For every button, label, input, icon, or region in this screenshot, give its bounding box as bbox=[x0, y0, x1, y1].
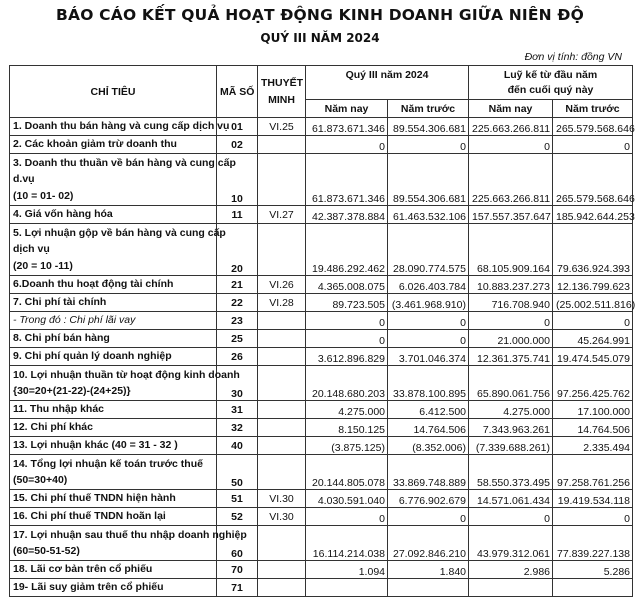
row-label-line: {30=20+(21-22)-(24+25)} bbox=[13, 385, 131, 397]
row-ytd-current: 0 bbox=[469, 136, 553, 154]
table-row bbox=[10, 154, 633, 206]
table-row bbox=[10, 348, 633, 366]
row-label bbox=[10, 490, 217, 508]
row-code: 70 bbox=[217, 561, 258, 579]
row-note bbox=[258, 312, 306, 330]
row-ytd-current: 157.557.357.647 bbox=[469, 206, 553, 224]
row-label bbox=[10, 561, 217, 579]
row-label-line: 13. Lợi nhuận khác (40 = 31 - 32 ) bbox=[13, 439, 178, 452]
row-note: VI.27 bbox=[258, 206, 306, 224]
row-code: 21 bbox=[217, 276, 258, 294]
row-label-line: 1. Doanh thu bán hàng và cung cấp dịch vụ bbox=[13, 120, 230, 133]
row-label bbox=[10, 154, 236, 206]
row-label-line: 19- Lãi suy giảm trên cổ phiếu bbox=[13, 581, 164, 594]
row-label bbox=[10, 136, 217, 154]
row-note bbox=[258, 561, 306, 579]
row-ytd-previous: 14.764.506 bbox=[553, 419, 633, 437]
row-code: 50 bbox=[217, 455, 258, 490]
report-title: BÁO CÁO KẾT QUẢ HOẠT ĐỘNG KINH DOANH GIỮA NIÊN ĐỘ bbox=[56, 6, 584, 24]
row-label-line: (50=30+40) bbox=[13, 474, 68, 486]
row-note bbox=[258, 348, 306, 366]
row-quarter-previous: 1.840 bbox=[388, 561, 469, 579]
row-label-line: 3. Doanh thu thuần về bán hàng và cung cấp bbox=[13, 156, 236, 169]
row-label bbox=[10, 579, 217, 597]
row-label bbox=[10, 526, 247, 561]
table-row bbox=[10, 526, 633, 561]
row-ytd-current bbox=[469, 579, 553, 597]
row-note: VI.26 bbox=[258, 276, 306, 294]
row-ytd-current: 12.361.375.741 bbox=[469, 348, 553, 366]
row-note: VI.30 bbox=[258, 490, 306, 508]
row-note bbox=[258, 136, 306, 154]
row-label-line: 10. Lợi nhuận thuần từ hoạt động kinh doanh bbox=[13, 368, 240, 381]
row-label-line: (10 = 01- 02) bbox=[13, 189, 74, 202]
row-quarter-previous: 33.878.100.895 bbox=[388, 366, 469, 401]
row-note bbox=[258, 526, 306, 561]
row-quarter-current: 16.114.214.038 bbox=[306, 526, 388, 561]
row-note: VI.28 bbox=[258, 294, 306, 312]
row-label bbox=[10, 455, 217, 490]
row-ytd-previous: 97.258.761.256 bbox=[553, 455, 633, 490]
row-ytd-previous: 265.579.568.646 bbox=[553, 118, 633, 136]
row-ytd-current: 716.708.940 bbox=[469, 294, 553, 312]
row-quarter-previous: 3.701.046.374 bbox=[388, 348, 469, 366]
header-thuyet-minh-line1: THUYẾT bbox=[261, 76, 303, 89]
header-luy-ke-line1: Luỹ kế từ đầu năm bbox=[503, 68, 598, 81]
row-ytd-current: 10.883.237.273 bbox=[469, 276, 553, 294]
row-ytd-current: 14.571.061.434 bbox=[469, 490, 553, 508]
table-row bbox=[10, 330, 633, 348]
row-quarter-current: 4.275.000 bbox=[306, 401, 388, 419]
row-note bbox=[258, 154, 306, 206]
row-code: 11 bbox=[217, 206, 258, 224]
header-quy-nam-truoc: Năm trước bbox=[388, 100, 469, 118]
row-quarter-previous: 0 bbox=[388, 330, 469, 348]
row-label bbox=[10, 294, 217, 312]
table-row bbox=[10, 206, 633, 224]
header-ma-so: MÃ SỐ bbox=[217, 66, 258, 118]
row-quarter-previous: 14.764.506 bbox=[388, 419, 469, 437]
row-quarter-current: 20.148.680.203 bbox=[306, 366, 388, 401]
header-quy-nam-nay: Năm nay bbox=[306, 100, 388, 118]
row-quarter-current: 3.612.896.829 bbox=[306, 348, 388, 366]
row-label bbox=[10, 312, 217, 330]
row-note bbox=[258, 437, 306, 455]
row-quarter-previous: (3.461.968.910) bbox=[388, 294, 469, 312]
row-ytd-previous: 185.942.644.253 bbox=[553, 206, 633, 224]
row-ytd-previous: 5.286 bbox=[553, 561, 633, 579]
table-row bbox=[10, 419, 633, 437]
row-label bbox=[10, 118, 230, 136]
row-quarter-current: 4.365.008.075 bbox=[306, 276, 388, 294]
row-quarter-previous: 89.554.306.681 bbox=[388, 154, 469, 206]
row-quarter-previous: 0 bbox=[388, 312, 469, 330]
row-quarter-current: 61.873.671.346 bbox=[306, 118, 388, 136]
row-code: 51 bbox=[217, 490, 258, 508]
row-ytd-current: 7.343.963.261 bbox=[469, 419, 553, 437]
row-label-line: 16. Chi phí thuế TNDN hoãn lại bbox=[13, 510, 166, 523]
row-code: 02 bbox=[217, 136, 258, 154]
row-quarter-current: 42.387.378.884 bbox=[306, 206, 388, 224]
row-label bbox=[10, 330, 217, 348]
row-quarter-previous: 27.092.846.210 bbox=[388, 526, 469, 561]
row-quarter-previous: 6.412.500 bbox=[388, 401, 469, 419]
row-label-line: 8. Chi phí bán hàng bbox=[13, 332, 110, 345]
row-ytd-current: 68.105.909.164 bbox=[469, 224, 553, 276]
row-code: 40 bbox=[217, 437, 258, 455]
table-row bbox=[10, 294, 633, 312]
row-ytd-previous: 79.636.924.393 bbox=[553, 224, 633, 276]
row-code: 10 bbox=[217, 154, 258, 206]
table-row bbox=[10, 401, 633, 419]
row-code: 52 bbox=[217, 508, 258, 526]
header-thuyet-minh-line2: MINH bbox=[268, 93, 295, 106]
row-label-line: 17. Lợi nhuận sau thuế thu nhập doanh nghiệp bbox=[13, 528, 247, 541]
row-quarter-current: 61.873.671.346 bbox=[306, 154, 388, 206]
row-quarter-current: 1.094 bbox=[306, 561, 388, 579]
row-label-line: 7. Chi phí tài chính bbox=[13, 296, 107, 309]
row-ytd-previous: 0 bbox=[553, 312, 633, 330]
table-row bbox=[10, 508, 633, 526]
row-label bbox=[10, 276, 217, 294]
row-code: 26 bbox=[217, 348, 258, 366]
row-ytd-current: 58.550.373.495 bbox=[469, 455, 553, 490]
row-note: VI.25 bbox=[258, 118, 306, 136]
row-note bbox=[258, 224, 306, 276]
row-label-line: 2. Các khoản giảm trừ doanh thu bbox=[13, 138, 177, 151]
row-ytd-current: 21.000.000 bbox=[469, 330, 553, 348]
row-label-line: 9. Chi phí quản lý doanh nghiệp bbox=[13, 350, 172, 363]
row-quarter-previous: 0 bbox=[388, 136, 469, 154]
row-code: 25 bbox=[217, 330, 258, 348]
row-ytd-current: 0 bbox=[469, 312, 553, 330]
row-label-line: 14. Tổng lợi nhuận kế toán trước thuế bbox=[13, 457, 203, 470]
row-ytd-previous bbox=[553, 579, 633, 597]
row-label bbox=[10, 348, 217, 366]
row-label-line: 4. Giá vốn hàng hóa bbox=[13, 208, 113, 221]
row-quarter-current: 19.486.292.462 bbox=[306, 224, 388, 276]
row-code: 01 bbox=[217, 118, 258, 136]
table-row bbox=[10, 579, 633, 597]
row-label bbox=[10, 508, 217, 526]
row-ytd-previous: 97.256.425.762 bbox=[553, 366, 633, 401]
row-quarter-previous: 28.090.774.575 bbox=[388, 224, 469, 276]
header-luy-ke bbox=[469, 66, 633, 100]
row-code: 22 bbox=[217, 294, 258, 312]
row-ytd-current: 2.986 bbox=[469, 561, 553, 579]
table-row bbox=[10, 118, 633, 136]
row-label-line: 5. Lợi nhuận gộp về bán hàng và cung cấp bbox=[13, 226, 226, 239]
row-note bbox=[258, 401, 306, 419]
row-ytd-previous: 265.579.568.646 bbox=[553, 154, 633, 206]
table-row bbox=[10, 312, 633, 330]
row-quarter-previous: 89.554.306.681 bbox=[388, 118, 469, 136]
header-thuyet-minh bbox=[258, 66, 306, 118]
header-luyke-nam-nay: Năm nay bbox=[469, 100, 553, 118]
row-quarter-previous: (8.352.006) bbox=[388, 437, 469, 455]
row-quarter-current: 0 bbox=[306, 330, 388, 348]
row-quarter-current: 0 bbox=[306, 312, 388, 330]
row-ytd-previous: 0 bbox=[553, 136, 633, 154]
row-quarter-previous bbox=[388, 579, 469, 597]
row-quarter-current bbox=[306, 579, 388, 597]
header-luyke-nam-truoc: Năm trước bbox=[553, 100, 633, 118]
table-row bbox=[10, 437, 633, 455]
row-label bbox=[10, 437, 217, 455]
row-label-line: (20 = 10 -11) bbox=[13, 259, 73, 272]
row-label bbox=[10, 224, 226, 276]
row-code: 71 bbox=[217, 579, 258, 597]
row-ytd-current: 43.979.312.061 bbox=[469, 526, 553, 561]
row-label-line: 15. Chi phí thuế TNDN hiện hành bbox=[13, 492, 176, 505]
row-code: 60 bbox=[217, 526, 258, 561]
row-quarter-current: 0 bbox=[306, 136, 388, 154]
row-quarter-previous: 61.463.532.106 bbox=[388, 206, 469, 224]
header-quy: Quý III năm 2024 bbox=[306, 66, 469, 100]
row-code: 31 bbox=[217, 401, 258, 419]
row-ytd-previous: (25.002.511.816) bbox=[553, 294, 633, 312]
income-statement-table bbox=[9, 65, 636, 597]
row-ytd-previous: 2.335.494 bbox=[553, 437, 633, 455]
table-row bbox=[10, 136, 633, 154]
table-row bbox=[10, 366, 633, 401]
row-code: 30 bbox=[217, 366, 258, 401]
row-ytd-current: 225.663.266.811 bbox=[469, 118, 553, 136]
row-ytd-current: (7.339.688.261) bbox=[469, 437, 553, 455]
row-quarter-current: 8.150.125 bbox=[306, 419, 388, 437]
row-label bbox=[10, 206, 217, 224]
row-label-line: - Trong đó : Chi phí lãi vay bbox=[13, 314, 136, 327]
row-ytd-current: 225.663.266.811 bbox=[469, 154, 553, 206]
row-label-line: d.vụ bbox=[13, 173, 35, 186]
row-quarter-previous: 33.869.748.889 bbox=[388, 455, 469, 490]
table-row bbox=[10, 455, 633, 490]
row-label-line: 12. Chi phí khác bbox=[13, 421, 93, 434]
row-ytd-current: 65.890.061.756 bbox=[469, 366, 553, 401]
row-label-line: (60=50-51-52) bbox=[13, 545, 80, 557]
row-code: 23 bbox=[217, 312, 258, 330]
row-quarter-current: (3.875.125) bbox=[306, 437, 388, 455]
row-quarter-previous: 6.026.403.784 bbox=[388, 276, 469, 294]
table-row bbox=[10, 224, 633, 276]
currency-unit: Đơn vị tính: đồng VN bbox=[524, 51, 622, 63]
row-ytd-previous: 17.100.000 bbox=[553, 401, 633, 419]
row-label-line: 6.Doanh thu hoạt động tài chính bbox=[13, 278, 174, 291]
report-period: QUÝ III NĂM 2024 bbox=[260, 31, 380, 45]
row-label bbox=[10, 401, 217, 419]
row-ytd-previous: 77.839.227.138 bbox=[553, 526, 633, 561]
row-code: 32 bbox=[217, 419, 258, 437]
row-quarter-previous: 0 bbox=[388, 508, 469, 526]
row-label-line: 11. Thu nhập khác bbox=[13, 403, 105, 416]
row-note bbox=[258, 366, 306, 401]
row-quarter-current: 20.144.805.078 bbox=[306, 455, 388, 490]
header-chi-tieu: CHỈ TIÊU bbox=[10, 66, 217, 118]
row-label bbox=[10, 419, 217, 437]
row-ytd-current: 4.275.000 bbox=[469, 401, 553, 419]
row-ytd-previous: 19.419.534.118 bbox=[553, 490, 633, 508]
row-ytd-previous: 45.264.991 bbox=[553, 330, 633, 348]
row-label bbox=[10, 366, 240, 401]
row-note bbox=[258, 419, 306, 437]
row-quarter-previous: 6.776.902.679 bbox=[388, 490, 469, 508]
table-body bbox=[10, 118, 636, 597]
row-quarter-current: 0 bbox=[306, 508, 388, 526]
table-row bbox=[10, 276, 633, 294]
row-note: VI.30 bbox=[258, 508, 306, 526]
table-row bbox=[10, 490, 633, 508]
row-quarter-current: 4.030.591.040 bbox=[306, 490, 388, 508]
row-label-line: dịch vụ bbox=[13, 243, 50, 256]
row-note bbox=[258, 455, 306, 490]
row-quarter-current: 89.723.505 bbox=[306, 294, 388, 312]
row-note bbox=[258, 330, 306, 348]
table-row bbox=[10, 561, 633, 579]
row-note bbox=[258, 579, 306, 597]
row-label-line: 18. Lãi cơ bản trên cổ phiếu bbox=[13, 563, 153, 576]
row-ytd-previous: 0 bbox=[553, 508, 633, 526]
row-ytd-current: 0 bbox=[469, 508, 553, 526]
row-ytd-previous: 12.136.799.623 bbox=[553, 276, 633, 294]
header-luy-ke-line2: đến cuối quý này bbox=[507, 83, 594, 96]
row-ytd-previous: 19.474.545.079 bbox=[553, 348, 633, 366]
row-code: 20 bbox=[217, 224, 258, 276]
